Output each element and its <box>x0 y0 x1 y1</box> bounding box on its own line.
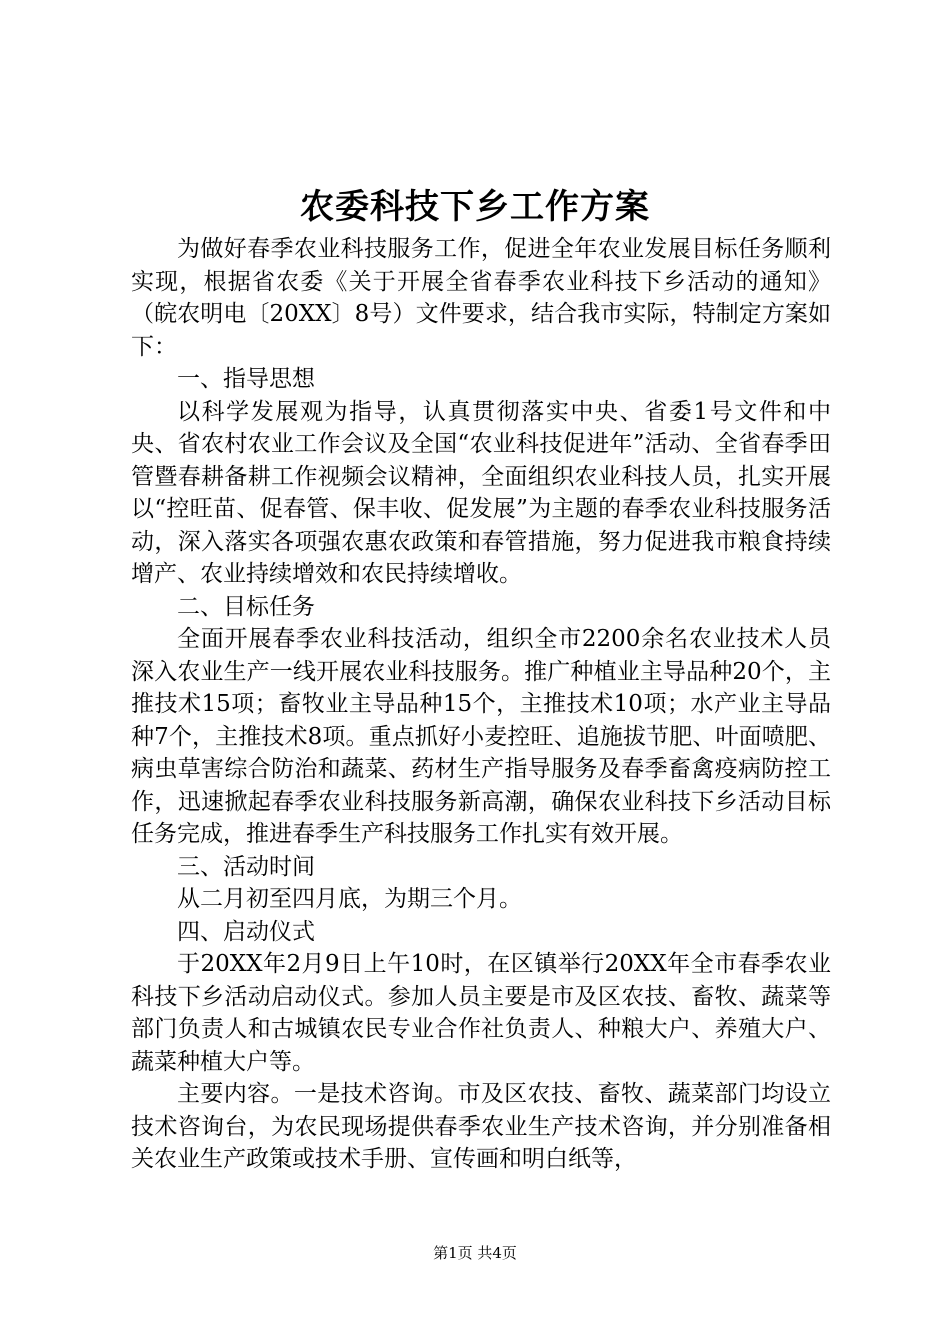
section-heading-targets: 二、目标任务 <box>177 593 315 620</box>
page-number-footer: 第1页 共4页 <box>433 1244 517 1262</box>
document-body <box>131 233 831 1176</box>
targets-paragraph: 全面开展春季农业科技活动，组织全市2200余名农业技术人员深入农业生产一线开展农业科技服务。推广种植业主导品种20个，主推技术15项；畜牧业主导品种15个，主推技术10项；水产业主导品种7个，主推技术8项。重点抓好小麦控旺、追施拔节肥、叶面喷肥、病虫草害综合防治和蔬菜、药材生产指导服务及春季畜禽疫病防控工作，迅速掀起春季农业科技服务新高潮，确保农业科技下乡活动目标任务完成，推进春季生产科技服务工作扎实有效开展。 <box>131 626 831 847</box>
section-heading-activity-time: 三、活动时间 <box>177 853 315 880</box>
section-heading-guiding-thought: 一、指导思想 <box>177 366 315 392</box>
launch-ceremony-paragraph: 于20XX年2月9日上午10时，在区镇举行20XX年全市春季农业科技下乡活动启动仪式。参加人员主要是市及区农技、畜牧、蔬菜等部门负责人和古城镇农民专业合作社负责人、种粮大户、养殖大户、蔬菜种植大户等。 <box>131 951 831 1075</box>
activity-time-paragraph: 从二月初至四月底，为期三个月。 <box>177 886 522 912</box>
intro-paragraph: 为做好春季农业科技服务工作，促进全年农业发展目标任务顺利实现，根据省农委《关于开展全省春季农业科技下乡活动的通知》（皖农明电〔20XX〕8号）文件要求，结合我市实际，特制定方案如下： <box>131 236 831 360</box>
document-title: 农委科技下乡工作方案 <box>300 187 650 227</box>
section-heading-launch-ceremony: 四、启动仪式 <box>177 918 315 945</box>
main-content-paragraph: 主要内容。一是技术咨询。市及区农技、畜牧、蔬菜部门均设立技术咨询台，为农民现场提供春季农业生产技术咨询，并分别准备相关农业生产政策或技术手册、宣传画和明白纸等， <box>131 1081 831 1172</box>
guiding-thought-paragraph: 以科学发展观为指导，认真贯彻落实中央、省委1号文件和中央、省农村农业工作会议及全国“农业科技促进年”活动、全省春季田管暨春耕备耕工作视频会议精神，全面组织农业科技人员，扎实开展以“控旺苗、促春管、保丰收、促发展”为主题的春季农业科技服务活动，深入落实各项强农惠农政策和春管措施，努力促进我市粮食持续增产、农业持续增效和农民持续增收。 <box>131 398 831 587</box>
